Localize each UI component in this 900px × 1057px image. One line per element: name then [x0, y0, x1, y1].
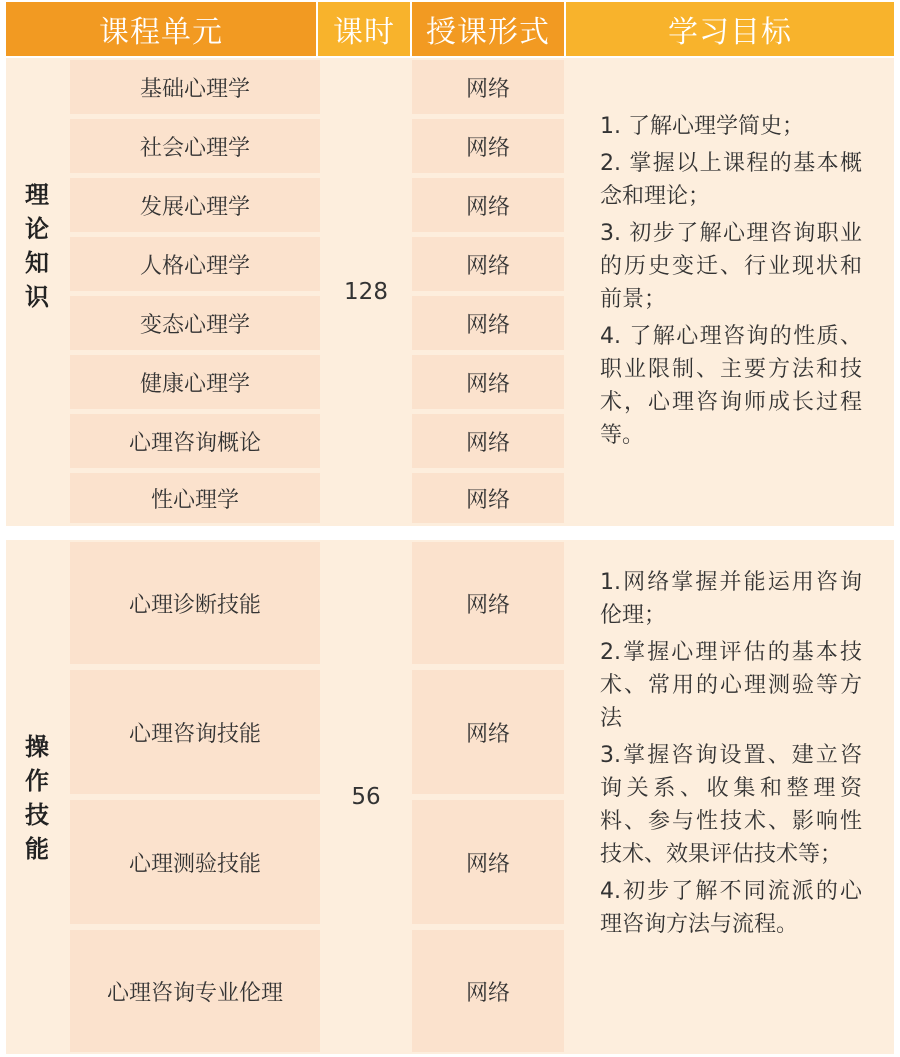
table-row-unit: 性心理学 — [70, 473, 320, 523]
table-row-unit: 心理咨询技能 — [70, 670, 320, 794]
goal-item: 1. 了解心理学简史； — [600, 114, 804, 139]
table-row-unit: 人格心理学 — [70, 237, 320, 291]
goal-item: 4.初步了解不同流派的心理咨询方法与流程。 — [600, 879, 862, 937]
table-row-unit: 心理咨询概论 — [70, 414, 320, 468]
section-label-char: 理 — [25, 181, 49, 209]
table-row-mode: 网络 — [412, 473, 564, 523]
table-header — [6, 2, 894, 56]
table-row-unit: 发展心理学 — [70, 178, 320, 232]
section-label-char: 操 — [25, 733, 49, 761]
section-label-char: 能 — [25, 835, 49, 863]
table-row-unit: 心理咨询专业伦理 — [70, 930, 320, 1052]
goal-item: 4. 了解心理咨询的性质、职业限制、主要方法和技术，心理咨询师成长过程等。 — [600, 324, 862, 448]
section-label-char: 识 — [25, 283, 49, 311]
table-row-mode: 网络 — [412, 237, 564, 291]
table-row-unit: 心理测验技能 — [70, 800, 320, 924]
table-row-unit: 健康心理学 — [70, 355, 320, 409]
header-unit: 课程单元 — [6, 2, 316, 56]
section-skills — [6, 540, 894, 1054]
table-row-mode: 网络 — [412, 930, 564, 1052]
learning-goals — [600, 566, 862, 945]
learning-goals — [600, 110, 862, 456]
table-row-mode: 网络 — [412, 542, 564, 664]
section-label-char: 作 — [25, 767, 49, 795]
section-label-char: 技 — [25, 801, 49, 829]
section-label-char: 知 — [25, 249, 49, 277]
table-row-mode: 网络 — [412, 60, 564, 114]
section-label-char: 论 — [25, 215, 49, 243]
table-row-mode: 网络 — [412, 296, 564, 350]
hours-value: 56 — [351, 784, 381, 810]
goal-item: 1.网络掌握并能运用咨询伦理； — [600, 570, 862, 628]
hours-value: 128 — [344, 279, 388, 305]
table-row-unit: 变态心理学 — [70, 296, 320, 350]
table-row-unit: 基础心理学 — [70, 60, 320, 114]
table-row-mode: 网络 — [412, 178, 564, 232]
header-hours: 课时 — [318, 2, 410, 56]
table-row-mode: 网络 — [412, 670, 564, 794]
goal-item: 2.掌握心理评估的基本技术、常用的心理测验等方法 — [600, 640, 862, 731]
goal-item: 3. 初步了解心理咨询职业的历史变迁、行业现状和前景； — [600, 221, 862, 312]
table-row-mode: 网络 — [412, 355, 564, 409]
table-row-mode: 网络 — [412, 800, 564, 924]
header-goal: 学习目标 — [566, 2, 894, 56]
section-label — [6, 178, 68, 314]
section-label — [6, 730, 68, 866]
header-mode: 授课形式 — [412, 2, 564, 56]
goal-item: 3.掌握咨询设置、建立咨询关系、收集和整理资料、参与性技术、影响性技术、效果评估技术等； — [600, 743, 862, 867]
section-theory — [6, 58, 894, 526]
table-row-unit: 社会心理学 — [70, 119, 320, 173]
table-row-mode: 网络 — [412, 119, 564, 173]
goal-item: 2. 掌握以上课程的基本概念和理论； — [600, 151, 862, 209]
table-row-mode: 网络 — [412, 414, 564, 468]
table-row-unit: 心理诊断技能 — [70, 542, 320, 664]
